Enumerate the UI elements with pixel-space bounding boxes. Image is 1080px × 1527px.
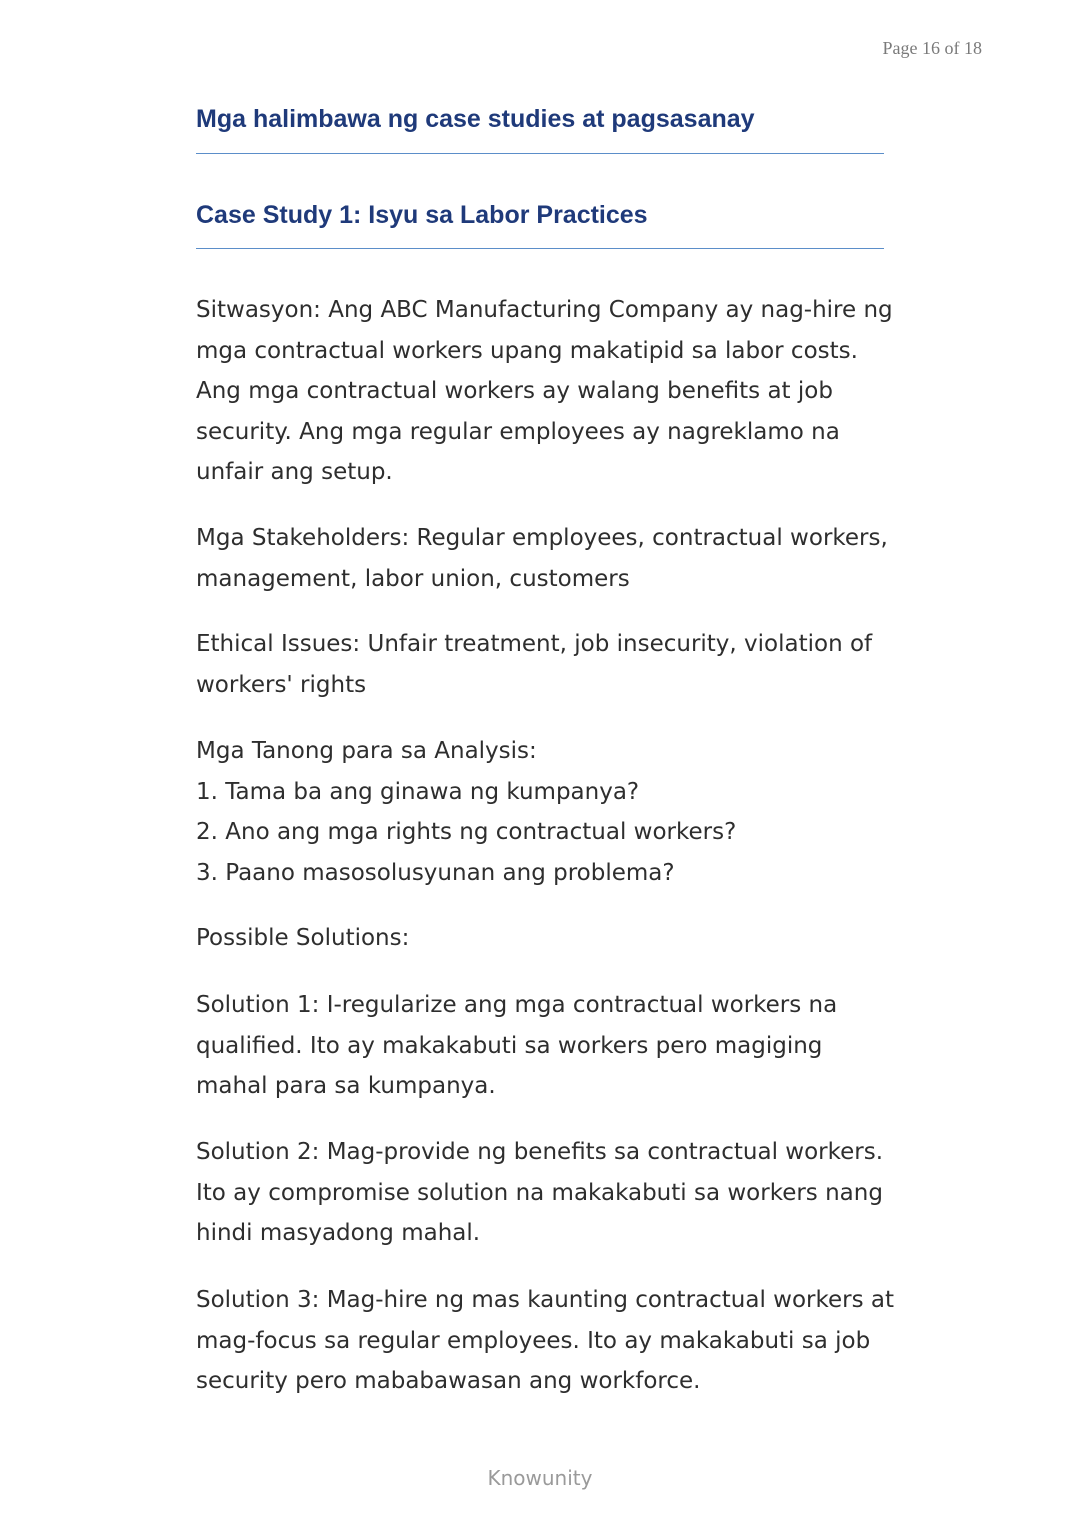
case-study-divider [196, 248, 884, 249]
situation-line: security. Ang mga regular employees ay nagreklamo na [196, 418, 840, 445]
situation-line: mga contractual workers upang makatipid sa labor costs. [196, 337, 858, 364]
situation-line: unfair ang setup. [196, 459, 393, 485]
solution-2-line: Solution 2: Mag-provide ng benefits sa contractual workers. [196, 1139, 884, 1165]
solution-3-line: Solution 3: Mag-hire ng mas kaunting contractual workers at [196, 1287, 895, 1313]
stakeholders-line: management, labor union, customers [196, 565, 630, 592]
page-number: Page 16 of 18 [882, 38, 982, 58]
heading-divider [196, 153, 884, 154]
solution-3-paragraph [196, 1280, 896, 1402]
stakeholders-paragraph [196, 518, 896, 599]
case-study-heading: Case Study 1: Isyu sa Labor Practices [196, 201, 648, 229]
solution-2-paragraph [196, 1132, 896, 1254]
solution-1-line: mahal para sa kumpanya. [196, 1073, 496, 1099]
possible-solutions-label [196, 918, 896, 959]
question-item: 3. Paano masosolusyunan ang problema? [196, 859, 675, 886]
footer-brand: Knowunity [487, 1466, 593, 1490]
situation-line: Sitwasyon: Ang ABC Manufacturing Company ay nag-hire ng [196, 297, 893, 323]
analysis-questions [196, 731, 896, 893]
stakeholders-line: Mga Stakeholders: Regular employees, contractual workers, [196, 525, 888, 551]
possible-solutions-text: Possible Solutions: [196, 925, 410, 951]
question-item: 1. Tama ba ang ginawa ng kumpanya? [196, 778, 640, 805]
section-heading: Mga halimbawa ng case studies at pagsasanay [196, 105, 755, 133]
questions-title: Mga Tanong para sa Analysis: [196, 738, 537, 764]
situation-line: Ang mga contractual workers ay walang benefits at job [196, 378, 833, 404]
solution-1-paragraph [196, 985, 896, 1107]
solution-2-line: Ito ay compromise solution na makakabuti sa workers nang [196, 1179, 883, 1206]
situation-paragraph [196, 290, 896, 493]
ethical-issues-paragraph [196, 624, 896, 705]
question-item: 2. Ano ang mga rights ng contractual workers? [196, 819, 737, 845]
ethical-line: workers' rights [196, 671, 367, 698]
solution-2-line: hindi masyadong mahal. [196, 1220, 481, 1246]
ethical-line: Ethical Issues: Unfair treatment, job insecurity, violation of [196, 631, 873, 657]
solution-1-line: qualified. Ito ay makakabuti sa workers pero magiging [196, 1032, 823, 1059]
solution-1-line: Solution 1: I-regularize ang mga contractual workers na [196, 992, 838, 1018]
solution-3-line: security pero mababawasan ang workforce. [196, 1368, 701, 1394]
solution-3-line: mag-focus sa regular employees. Ito ay makakabuti sa job [196, 1327, 871, 1354]
